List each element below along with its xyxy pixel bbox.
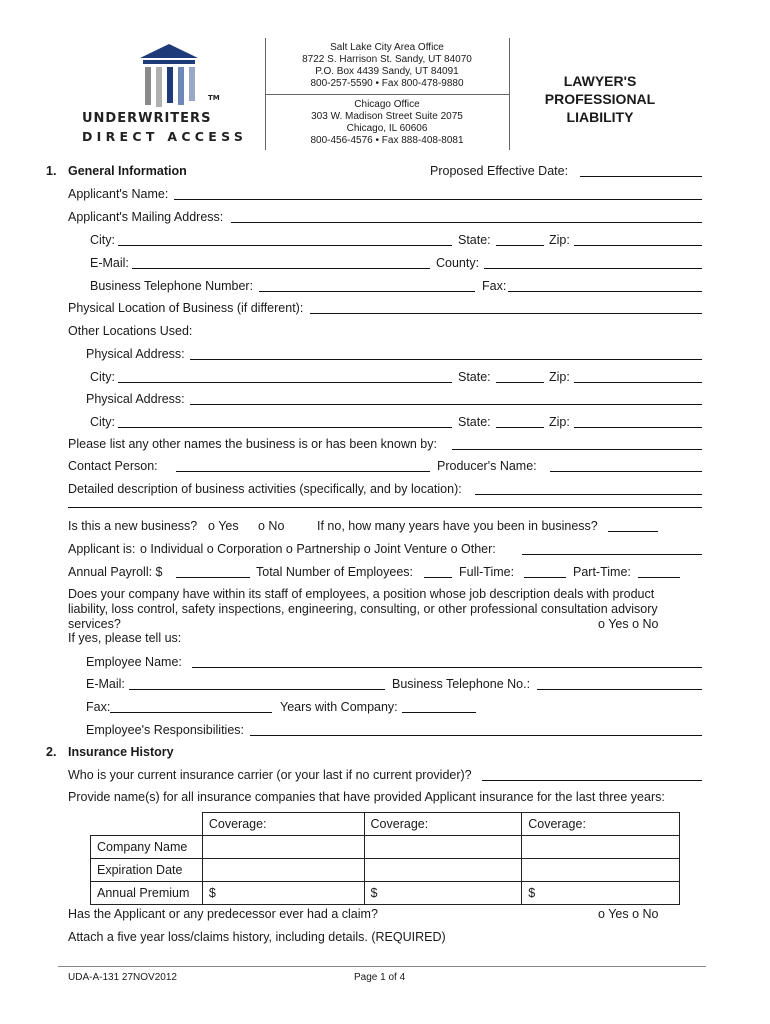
business-telephone-label: Business Telephone Number: [90,279,254,293]
form-code: UDA-A-131 27NOV2012 [68,972,177,983]
form-title-line: LAWYER'S [563,73,637,89]
section-1-number: 1. [46,164,57,178]
physical-address-2-field[interactable] [190,404,702,405]
employee-name-field[interactable] [192,667,702,668]
other-names-field[interactable] [452,449,702,450]
slc-office-address [265,42,509,90]
physical-address-1-field[interactable] [190,359,702,360]
business-description-label: Detailed description of business activities (specifically, and by location): [68,482,462,496]
zip-field[interactable] [574,245,702,246]
physical-address-2-label: Physical Address: [86,392,185,406]
other-names-label: Please list any other names the business is or has been known by: [68,437,437,451]
section-2-number: 2. [46,745,57,759]
state-label: State: [458,233,491,247]
slc-office-line: Salt Lake City Area Office [330,42,444,53]
fax-field[interactable] [508,291,702,292]
chicago-office-line: 303 W. Madison Street Suite 2075 [311,111,463,122]
email-label: E-Mail: [90,256,129,270]
staff-question-line-3: services? [68,617,121,631]
city-label: City: [90,233,115,247]
employee-fax-field[interactable] [110,712,272,713]
section-1-title: General Information [68,164,187,178]
table-corner-cell [91,813,203,836]
chicago-office-line: Chicago, IL 60606 [346,123,428,134]
staff-question-line-1: Does your company have within its staff of employees, a position whose job description deals with product [68,587,655,601]
slc-office-line: 8722 S. Harrison St. Sandy, UT 84070 [302,54,472,65]
full-time-label: Full-Time: [459,565,515,579]
zip-2-label: Zip: [549,370,570,384]
business-description-field[interactable] [475,494,702,495]
business-telephone-field[interactable] [259,291,475,292]
company-logo [78,40,258,150]
columns-logo-icon [134,40,204,112]
new-business-no[interactable]: o No [258,519,285,533]
if-yes-label: If yes, please tell us: [68,631,182,645]
applicant-type-other-field[interactable] [522,554,702,555]
total-employees-label: Total Number of Employees: [256,565,414,579]
part-time-field[interactable] [638,577,680,578]
zip-label: Zip: [549,233,570,247]
form-title-line: LIABILITY [566,109,634,125]
producer-name-field[interactable] [550,471,702,472]
city-2-field[interactable] [118,382,452,383]
years-in-business-field[interactable] [608,531,658,532]
applicant-name-field[interactable] [174,199,702,200]
row-label-annual-premium: Annual Premium [91,882,203,905]
chicago-office-line: Chicago Office [354,99,420,110]
logo-line1: UNDERWRITERS [82,111,212,126]
employee-name-label: Employee Name: [86,655,182,669]
full-time-field[interactable] [524,577,566,578]
row-label-company-name: Company Name [91,836,203,859]
applicant-type-label: Applicant is: [68,542,136,556]
contact-person-field[interactable] [176,471,430,472]
coverage-header-2: Coverage: [364,813,522,836]
company-name-cell-1[interactable] [202,836,364,859]
applicant-type-options[interactable]: o Individual o Corporation o Partnership o Joint Venture o Other: [140,542,496,556]
company-name-cell-3[interactable] [522,836,680,859]
attach-history-label: Attach a five year loss/claims history, including details. (REQUIRED) [68,930,446,944]
zip-3-label: Zip: [549,415,570,429]
annual-premium-cell-3[interactable]: $ [522,882,680,905]
applicant-name-label: Applicant's Name: [68,187,169,201]
physical-address-1-label: Physical Address: [86,347,185,361]
effective-date-field[interactable] [580,176,702,177]
slc-office-line: P.O. Box 4439 Sandy, UT 84091 [315,66,459,77]
county-field[interactable] [484,268,702,269]
contact-person-label: Contact Person: [68,459,158,473]
section-2-title: Insurance History [68,745,174,759]
claim-question-label: Has the Applicant or any predecessor ever had a claim? [68,907,378,921]
years-in-business-label: If no, how many years have you been in business? [317,519,598,533]
coverage-header-1: Coverage: [202,813,364,836]
logo-tm: TM [208,94,220,102]
logo-line2: DIRECT ACCESS [82,129,248,144]
years-with-company-label: Years with Company: [280,700,398,714]
total-employees-field[interactable] [424,577,452,578]
table-row [91,882,680,905]
expiration-date-cell-2[interactable] [364,859,522,882]
annual-premium-cell-1[interactable]: $ [202,882,364,905]
employee-email-field[interactable] [129,689,385,690]
zip-3-field[interactable] [574,427,702,428]
staff-question-line-2: liability, loss control, safety inspections, engineering, consulting, or other professional consultation advisory [68,602,658,616]
current-carrier-label: Who is your current insurance carrier (or your last if no current provider)? [68,768,472,782]
years-with-company-field[interactable] [402,712,476,713]
mailing-address-label: Applicant's Mailing Address: [68,210,224,224]
new-business-yes[interactable]: o Yes [208,519,239,533]
form-title [510,72,690,126]
business-description-field-2[interactable] [68,507,702,508]
employee-telephone-field[interactable] [537,689,702,690]
employee-fax-label: Fax: [86,700,111,714]
claim-yes-no[interactable]: o Yes o No [598,907,659,921]
table-row [91,813,680,836]
mailing-address-field[interactable] [231,222,702,223]
email-field[interactable] [132,268,430,269]
county-label: County: [436,256,480,270]
annual-payroll-label: Annual Payroll: $ [68,565,163,579]
city-3-field[interactable] [118,427,452,428]
insurance-companies-label: Provide name(s) for all insurance companies that have provided Applicant insurance for the last three years: [68,790,665,804]
city-field[interactable] [118,245,452,246]
state-3-field[interactable] [496,427,544,428]
staff-question-yes-no[interactable]: o Yes o No [598,617,659,631]
page-number: Page 1 of 4 [354,972,406,983]
physical-location-field[interactable] [310,313,702,314]
state-2-label: State: [458,370,491,384]
employee-email-label: E-Mail: [86,677,125,691]
state-3-label: State: [458,415,491,429]
other-locations-label: Other Locations Used: [68,324,193,338]
chicago-office-address [265,99,509,147]
city-3-label: City: [90,415,115,429]
producer-name-label: Producer's Name: [437,459,537,473]
chicago-office-line: 800-456-4576 • Fax 888-408-8081 [310,135,464,146]
annual-premium-cell-2[interactable]: $ [364,882,522,905]
expiration-date-cell-3[interactable] [522,859,680,882]
employee-responsibilities-field[interactable] [250,735,702,736]
new-business-label: Is this a new business? [68,519,198,533]
fax-label: Fax: [482,279,507,293]
employee-responsibilities-label: Employee's Responsibilities: [86,723,245,737]
city-2-label: City: [90,370,115,384]
company-name-cell-2[interactable] [364,836,522,859]
expiration-date-cell-1[interactable] [202,859,364,882]
table-row [91,859,680,882]
zip-2-field[interactable] [574,382,702,383]
footer-divider [58,966,706,967]
current-carrier-field[interactable] [482,780,702,781]
state-field[interactable] [496,245,544,246]
insurance-history-table [90,812,680,905]
coverage-header-3: Coverage: [522,813,680,836]
employee-telephone-label: Business Telephone No.: [392,677,531,691]
physical-location-label: Physical Location of Business (if different): [68,301,304,315]
annual-payroll-field[interactable] [176,577,250,578]
slc-office-line: 800-257-5590 • Fax 800-478-9880 [310,78,464,89]
form-title-line: PROFESSIONAL [544,91,656,107]
state-2-field[interactable] [496,382,544,383]
row-label-expiration-date: Expiration Date [91,859,203,882]
header-divider-mid [265,94,509,95]
part-time-label: Part-Time: [573,565,631,579]
table-row [91,836,680,859]
effective-date-label: Proposed Effective Date: [430,164,569,178]
